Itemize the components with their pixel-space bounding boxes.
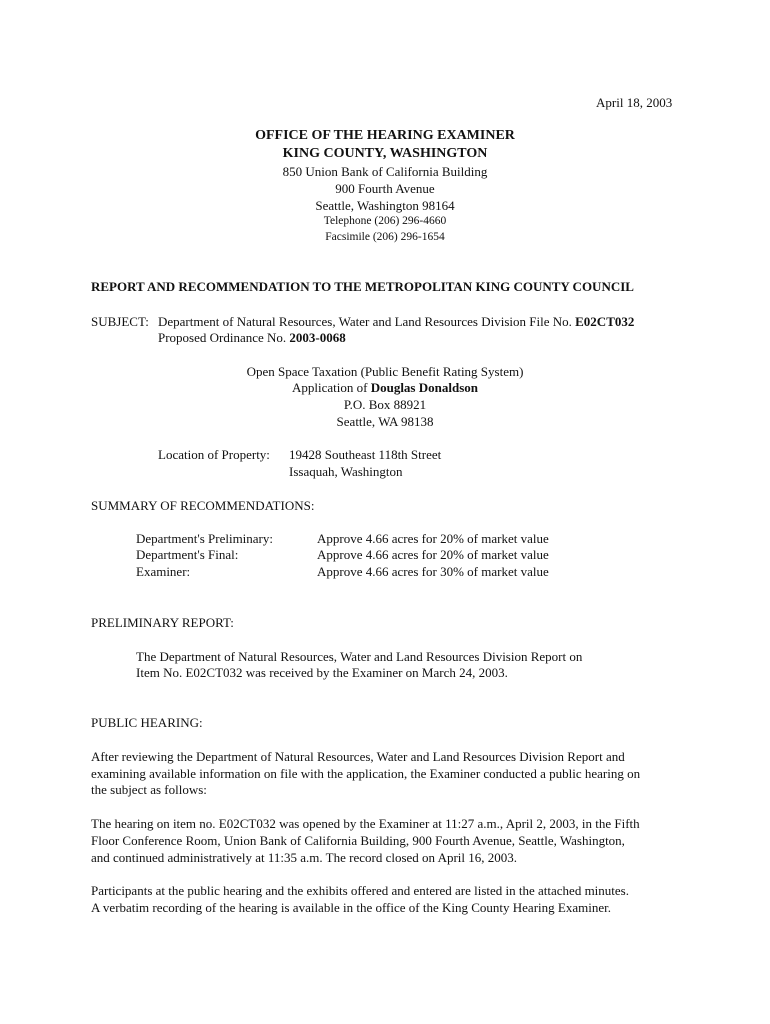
preliminary-heading: PRELIMINARY REPORT: (91, 615, 234, 630)
report-date: April 18, 2003 (596, 95, 673, 110)
office-telephone: Telephone (206) 296-4660 (323, 215, 447, 227)
hearing-p1-line3: the subject as follows: (91, 782, 207, 797)
location-city: Issaquah, Washington (289, 464, 403, 479)
office-address-line1: 850 Union Bank of California Building (282, 164, 488, 179)
summary-label-final: Department's Final: (136, 547, 239, 562)
preliminary-text-line2: Item No. E02CT032 was received by the Examiner on March 24, 2003. (136, 665, 508, 680)
subject-ordinance-number: 2003-0068 (289, 330, 346, 345)
subject-label: SUBJECT: (91, 314, 149, 329)
application-program: Open Space Taxation (Public Benefit Rating System) (246, 364, 524, 379)
hearing-p2-line1: The hearing on item no. E02CT032 was opened by the Examiner at 11:27 a.m., April 2, 2003, in the Fifth (91, 816, 640, 831)
hearing-heading: PUBLIC HEARING: (91, 715, 203, 730)
office-address-line2: 900 Fourth Avenue (335, 181, 435, 196)
applicant-city: Seattle, WA 98138 (336, 414, 434, 429)
office-address-line3: Seattle, Washington 98164 (315, 198, 455, 213)
office-facsimile: Facsimile (206) 296-1654 (325, 231, 445, 243)
office-county: KING COUNTY, WASHINGTON (282, 146, 488, 161)
applicant-po-box: P.O. Box 88921 (343, 397, 427, 412)
hearing-p3-line1: Participants at the public hearing and the exhibits offered and entered are listed in the attached minutes. (91, 883, 629, 898)
applicant-prefix: Application of (291, 380, 368, 395)
subject-ordinance-text: Proposed Ordinance No. (158, 330, 287, 345)
summary-value-examiner: Approve 4.66 acres for 30% of market value (317, 564, 549, 579)
hearing-p1-line2: examining available information on file with the application, the Examiner conducted a public hearing on (91, 766, 641, 781)
subject-line1 (158, 313, 634, 330)
summary-label-examiner: Examiner: (136, 564, 191, 579)
location-label: Location of Property: (158, 447, 270, 462)
applicant-name: Douglas Donaldson (370, 380, 478, 395)
office-name: OFFICE OF THE HEARING EXAMINER (255, 128, 515, 143)
hearing-p2-line3: and continued administratively at 11:35 a.m. The record closed on April 16, 2003. (91, 850, 518, 865)
summary-value-final: Approve 4.66 acres for 20% of market value (317, 547, 549, 562)
hearing-p2-line2: Floor Conference Room, Union Bank of California Building, 900 Fourth Avenue, Seattle, Washington, (91, 833, 625, 848)
preliminary-text-line1: The Department of Natural Resources, Water and Land Resources Division Report on (136, 649, 583, 664)
summary-value-preliminary: Approve 4.66 acres for 20% of market value (317, 531, 549, 546)
report-title: REPORT AND RECOMMENDATION TO THE METROPOLITAN KING COUNTY COUNCIL (91, 279, 634, 294)
hearing-p3-line2: A verbatim recording of the hearing is available in the office of the King County Hearing Examiner. (91, 900, 611, 915)
location-street: 19428 Southeast 118th Street (289, 447, 442, 462)
subject-division-text: Department of Natural Resources, Water and Land Resources Division File No. (158, 314, 572, 329)
application-applicant-line (0, 379, 770, 396)
subject-file-number: E02CT032 (575, 314, 635, 329)
summary-label-preliminary: Department's Preliminary: (136, 531, 274, 546)
hearing-p1-line1: After reviewing the Department of Natural Resources, Water and Land Resources Division Report and (91, 749, 625, 764)
summary-heading: SUMMARY OF RECOMMENDATIONS: (91, 498, 315, 513)
subject-line2 (158, 329, 346, 346)
